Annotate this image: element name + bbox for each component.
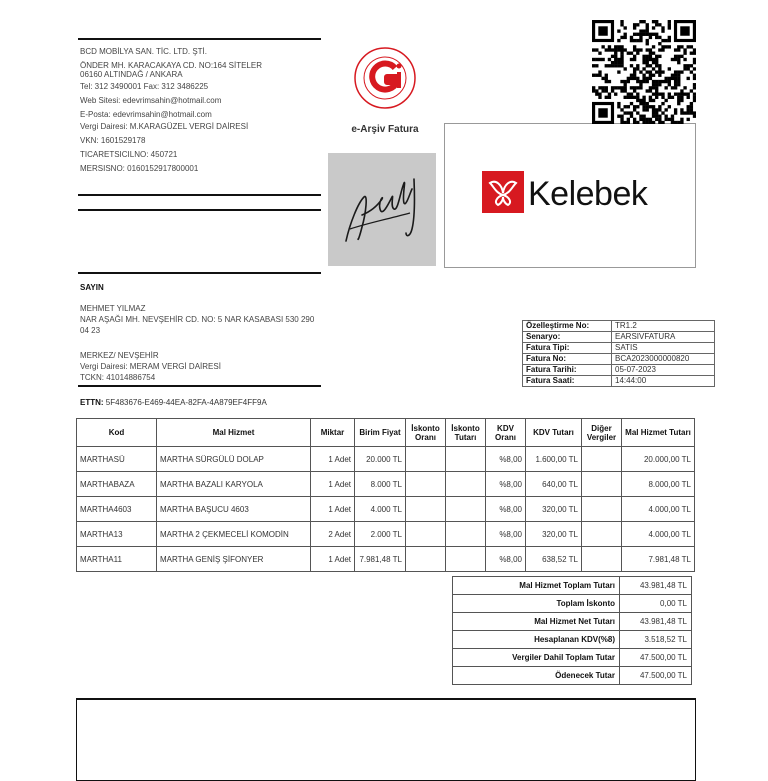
qr-code <box>592 20 696 124</box>
totals-row <box>453 667 692 685</box>
totals-label: Vergiler Dahil Toplam Tutar <box>453 649 620 667</box>
totals-value: 47.500,00 TL <box>620 649 692 667</box>
table-cell <box>406 547 446 572</box>
meta-value: 05-07-2023 <box>612 365 715 376</box>
meta-value: EARSIVFATURA <box>612 332 715 343</box>
buyer-heading: SAYIN <box>80 283 104 292</box>
brand-name: Kelebek <box>528 174 648 213</box>
table-cell <box>406 472 446 497</box>
items-column-header: KDV Tutarı <box>526 419 582 447</box>
meta-row <box>523 332 715 343</box>
table-cell: 4.000 TL <box>355 497 406 522</box>
brand-logo <box>482 172 647 216</box>
table-cell: MARTHA13 <box>77 522 157 547</box>
meta-row <box>523 376 715 387</box>
totals-value: 3.518,52 TL <box>620 631 692 649</box>
table-cell: 638,52 TL <box>526 547 582 572</box>
table-cell: 4.000,00 TL <box>622 522 695 547</box>
totals-label: Ödenecek Tutar <box>453 667 620 685</box>
table-cell: 1 Adet <box>311 497 355 522</box>
meta-value: BCA2023000000820 <box>612 354 715 365</box>
document-type: e-Arşiv Fatura <box>351 124 419 135</box>
table-cell: 7.981,48 TL <box>622 547 695 572</box>
seller-mersis: MERSISNO: 0160152917800001 <box>80 164 199 173</box>
table-cell: 7.981,48 TL <box>355 547 406 572</box>
totals-value: 43.981,48 TL <box>620 613 692 631</box>
meta-label: Fatura Tarihi: <box>523 365 612 376</box>
table-cell: %8,00 <box>486 522 526 547</box>
invoice-meta-table <box>522 320 715 387</box>
table-cell: 1.600,00 TL <box>526 447 582 472</box>
totals-row <box>453 613 692 631</box>
table-cell: 4.000,00 TL <box>622 497 695 522</box>
table-cell: MARTHA 2 ÇEKMECELİ KOMODİN <box>157 522 311 547</box>
separator-rule <box>78 209 321 211</box>
totals-row <box>453 631 692 649</box>
meta-label: Fatura Tipi: <box>523 343 612 354</box>
table-cell: MARTHA11 <box>77 547 157 572</box>
table-cell <box>582 447 622 472</box>
table-cell: 8.000,00 TL <box>622 472 695 497</box>
items-column-header: KDV Oranı <box>486 419 526 447</box>
butterfly-logo-icon <box>482 171 524 218</box>
items-column-header: İskonto Tutarı <box>446 419 486 447</box>
gib-seal-icon <box>353 46 417 110</box>
ettn <box>80 398 267 407</box>
table-cell: MARTHA SÜRGÜLÜ DOLAP <box>157 447 311 472</box>
meta-row <box>523 343 715 354</box>
seller-email: E-Posta: edevrimsahin@hotmail.com <box>80 110 212 119</box>
seller-address: ÖNDER MH. KARACAKAYA CD. NO:164 SİTELER <box>80 61 262 70</box>
totals-row <box>453 649 692 667</box>
totals-value: 47.500,00 TL <box>620 667 692 685</box>
table-cell: MARTHA BAZALI KARYOLA <box>157 472 311 497</box>
items-column-header: Mal Hizmet Tutarı <box>622 419 695 447</box>
table-cell <box>582 472 622 497</box>
table-cell: 20.000,00 TL <box>622 447 695 472</box>
table-cell <box>582 547 622 572</box>
meta-row <box>523 354 715 365</box>
totals-row <box>453 595 692 613</box>
buyer-top-rule <box>78 272 321 274</box>
table-cell: 320,00 TL <box>526 522 582 547</box>
totals-table <box>452 576 692 685</box>
meta-row <box>523 365 715 376</box>
notes-box <box>76 698 696 781</box>
seller-tax-office: Vergi Dairesi: M.KARAGÜZEL VERGİ DAİRESİ <box>80 122 249 131</box>
buyer-city: MERKEZ/ NEVŞEHİR <box>80 351 159 360</box>
seller-phone: Tel: 312 3490001 Fax: 312 3486225 <box>80 82 209 91</box>
items-column-header: Mal Hizmet <box>157 419 311 447</box>
buyer-info <box>80 282 320 383</box>
table-row <box>77 522 695 547</box>
signature-image <box>328 153 436 266</box>
buyer-bottom-rule <box>78 385 321 387</box>
table-cell <box>446 547 486 572</box>
totals-label: Mal Hizmet Toplam Tutarı <box>453 577 620 595</box>
table-cell: 2 Adet <box>311 522 355 547</box>
meta-label: Özelleştirme No: <box>523 321 612 332</box>
table-cell: %8,00 <box>486 472 526 497</box>
table-cell <box>446 472 486 497</box>
ettn-value: 5F483676-E469-44EA-82FA-4A879EF4FF9A <box>105 398 267 407</box>
seller-website: Web Sitesi: edevrimsahin@hotmail.com <box>80 96 222 105</box>
table-row <box>77 472 695 497</box>
seller-trade-registry: TICARETSICILNO: 450721 <box>80 150 178 159</box>
table-cell: MARTHA GENİŞ ŞİFONYER <box>157 547 311 572</box>
totals-row <box>453 577 692 595</box>
table-cell <box>406 497 446 522</box>
table-cell <box>406 447 446 472</box>
table-cell: MARTHA BAŞUCU 4603 <box>157 497 311 522</box>
table-row <box>77 447 695 472</box>
totals-label: Hesaplanan KDV(%8) <box>453 631 620 649</box>
seller-bottom-rule <box>78 194 321 196</box>
table-cell <box>446 447 486 472</box>
table-cell: 1 Adet <box>311 472 355 497</box>
meta-label: Fatura Saati: <box>523 376 612 387</box>
totals-label: Mal Hizmet Net Tutarı <box>453 613 620 631</box>
table-cell <box>582 497 622 522</box>
buyer-address-cont: 04 23 <box>80 326 101 335</box>
ettn-label: ETTN: <box>80 398 104 407</box>
seller-info <box>80 46 320 175</box>
table-row <box>77 497 695 522</box>
table-cell <box>446 497 486 522</box>
items-column-header: Miktar <box>311 419 355 447</box>
table-cell <box>446 522 486 547</box>
table-cell: 1 Adet <box>311 547 355 572</box>
table-cell: 1 Adet <box>311 447 355 472</box>
totals-value: 0,00 TL <box>620 595 692 613</box>
table-cell: 20.000 TL <box>355 447 406 472</box>
totals-label: Toplam İskonto <box>453 595 620 613</box>
buyer-tckn: TCKN: 41014886754 <box>80 373 156 382</box>
seller-top-rule <box>78 38 321 40</box>
table-row <box>77 547 695 572</box>
items-column-header: Birim Fiyat <box>355 419 406 447</box>
items-column-header: Diğer Vergiler <box>582 419 622 447</box>
seller-city: 06160 ALTINDAĞ / ANKARA <box>80 70 183 79</box>
meta-label: Senaryo: <box>523 332 612 343</box>
buyer-name: MEHMET YILMAZ <box>80 304 146 313</box>
table-cell <box>582 522 622 547</box>
seller-vkn: VKN: 1601529178 <box>80 136 146 145</box>
items-table <box>76 418 695 572</box>
buyer-tax-office: Vergi Dairesi: MERAM VERGİ DAİRESİ <box>80 362 221 371</box>
table-cell: MARTHA4603 <box>77 497 157 522</box>
buyer-address: NAR AŞAĞI MH. NEVŞEHİR CD. NO: 5 NAR KASABASI 530 290 <box>80 315 315 324</box>
table-cell: %8,00 <box>486 497 526 522</box>
table-cell: %8,00 <box>486 547 526 572</box>
table-cell: %8,00 <box>486 447 526 472</box>
table-cell <box>406 522 446 547</box>
table-cell: 640,00 TL <box>526 472 582 497</box>
totals-value: 43.981,48 TL <box>620 577 692 595</box>
meta-label: Fatura No: <box>523 354 612 365</box>
table-cell: MARTHASÜ <box>77 447 157 472</box>
seller-name: BCD MOBİLYA SAN. TİC. LTD. ŞTİ. <box>80 47 207 56</box>
table-cell: 2.000 TL <box>355 522 406 547</box>
table-cell: MARTHABAZA <box>77 472 157 497</box>
items-column-header: Kod <box>77 419 157 447</box>
meta-value: SATIS <box>612 343 715 354</box>
table-cell: 8.000 TL <box>355 472 406 497</box>
meta-value: 14:44:00 <box>612 376 715 387</box>
items-column-header: İskonto Oranı <box>406 419 446 447</box>
meta-row <box>523 321 715 332</box>
meta-value: TR1.2 <box>612 321 715 332</box>
table-cell: 320,00 TL <box>526 497 582 522</box>
